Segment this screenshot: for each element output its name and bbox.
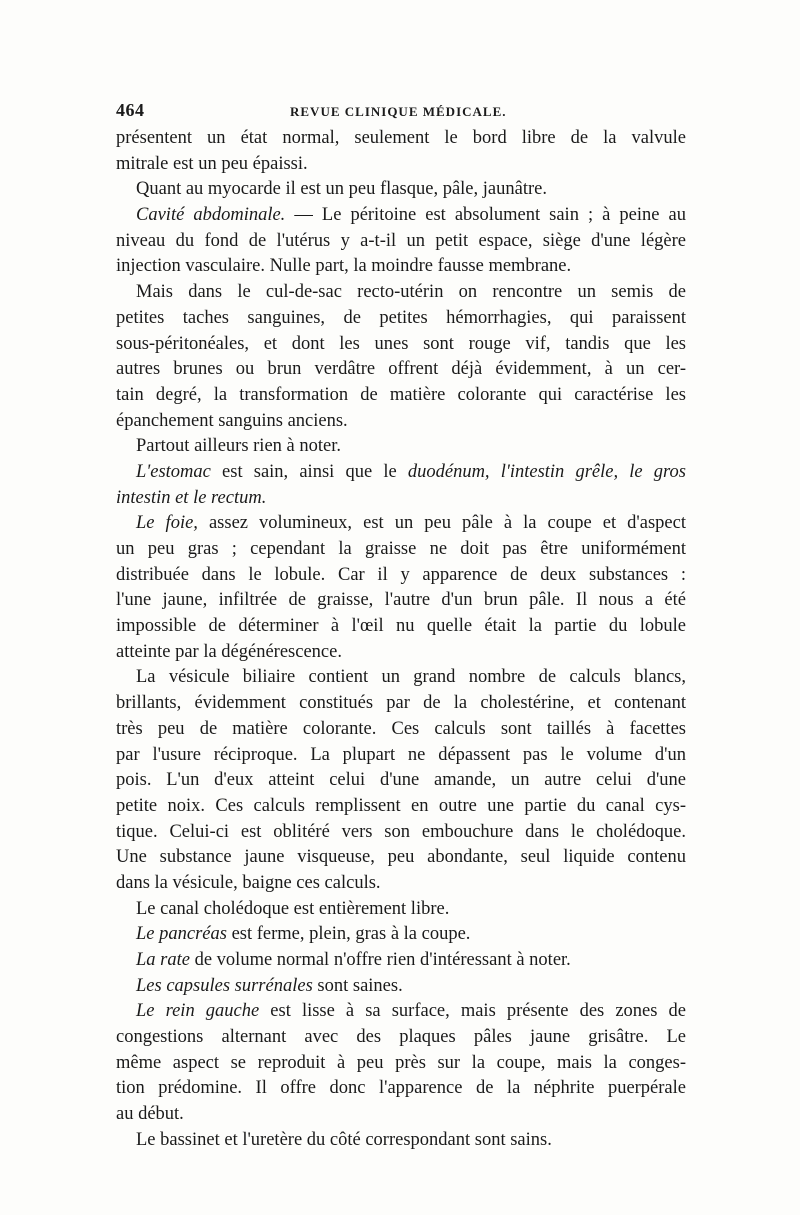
- text-line: [116, 820, 686, 846]
- text-span: injection vasculaire. Nulle part, la moindre fausse membrane.: [116, 256, 572, 277]
- text-span: est sain, ainsi que le: [210, 461, 408, 482]
- text-line: [116, 897, 686, 923]
- text-line: [116, 177, 686, 203]
- text-line: [116, 1102, 686, 1128]
- italic-text: Le foie,: [136, 513, 198, 534]
- text-line: [116, 871, 686, 897]
- text-span: pois. L'un d'eux atteint celui d'une amande, un autre celui d'une: [116, 770, 686, 791]
- text-span: l'une jaune, infiltrée de graisse, l'autre d'un brun pâle. Il nous a été: [116, 590, 686, 611]
- text-line: [116, 794, 686, 820]
- text-line: [116, 511, 686, 537]
- text-line: [116, 640, 686, 666]
- text-line: [116, 743, 686, 769]
- text-line: [116, 614, 686, 640]
- text-span: La vésicule biliaire contient un grand nombre de calculs blancs,: [136, 667, 686, 688]
- running-title: REVUE CLINIQUE MÉDICALE.: [290, 104, 507, 119]
- text-span: tion prédomine. Il offre donc l'apparence de la néphrite puerpérale: [116, 1078, 686, 1099]
- text-line: [116, 922, 686, 948]
- text-line: [116, 768, 686, 794]
- text-line: [116, 126, 686, 152]
- text-line: [116, 486, 686, 512]
- italic-text: Le pancréas: [136, 924, 227, 945]
- text-span: un peu gras ; cependant la graisse ne doit pas être uniformément: [116, 539, 686, 559]
- text-span: Le bassinet et l'uretère du côté correspondant sont sains.: [136, 1129, 552, 1150]
- text-span: au début.: [116, 1104, 184, 1125]
- text-span: assez volumineux, est un peu pâle à la coupe et d'aspect: [197, 513, 686, 534]
- text-line: [116, 563, 686, 589]
- text-span: de volume normal n'offre rien d'intéressant à noter.: [189, 950, 571, 970]
- text-line: [116, 229, 686, 255]
- text-span: atteinte par la dégénérescence.: [116, 641, 342, 662]
- text-span: est ferme, plein, gras à la coupe.: [226, 924, 471, 945]
- text-line: [116, 383, 686, 409]
- italic-text: Les capsules surrénales: [136, 975, 313, 996]
- text-span: mitrale est un peu épaissi.: [116, 153, 308, 174]
- text-line: [116, 537, 686, 563]
- text-span: tain degré, la transformation de matière colorante qui caractérise les: [116, 384, 686, 405]
- page-number: 464: [116, 100, 145, 120]
- body-text: [116, 126, 686, 1154]
- text-span: sous-péritonéales, et dont les unes sont rouge vif, tandis que les: [116, 333, 686, 354]
- text-span: distribuée dans le lobule. Car il y apparence de deux substances :: [116, 564, 686, 585]
- text-line: [116, 1025, 686, 1051]
- text-line: [116, 691, 686, 717]
- text-line: [116, 357, 686, 383]
- text-line: [116, 1076, 686, 1102]
- text-span: tique. Celui-ci est oblitéré vers son embouchure dans le cholédoque.: [116, 821, 686, 842]
- text-line: [116, 203, 686, 229]
- text-line: [116, 845, 686, 871]
- text-span: Le canal cholédoque est entièrement libre.: [136, 898, 450, 919]
- text-span: niveau du fond de l'utérus y a-t-il un petit espace, siège d'une légère: [116, 230, 686, 251]
- italic-text: L'estomac: [136, 461, 211, 482]
- text-span: autres brunes ou brun verdâtre offrent déjà évidemment, à un cer-: [116, 359, 686, 380]
- italic-text: intestin et le rectum.: [116, 487, 267, 508]
- text-span: même aspect se reproduit à peu près sur la coupe, mais la conges-: [116, 1052, 686, 1073]
- text-line: [116, 717, 686, 743]
- text-span: brillants, évidemment constitués par de la cholestérine, et contenant: [116, 693, 686, 714]
- text-line: [116, 588, 686, 614]
- text-span: très peu de matière colorante. Ces calculs sont taillés à facettes: [116, 718, 686, 739]
- page-header: [116, 100, 686, 126]
- text-line: [116, 280, 686, 306]
- text-span: par l'usure réciproque. La plupart ne dépassent pas le volume d'un: [116, 744, 686, 765]
- text-line: [116, 665, 686, 691]
- text-line: [116, 974, 686, 1000]
- text-line: [116, 409, 686, 435]
- text-line: [116, 152, 686, 178]
- text-line: [116, 460, 686, 486]
- text-span: Quant au myocarde il est un peu flasque, pâle, jaunâtre.: [136, 179, 547, 200]
- text-span: petite noix. Ces calculs remplissent en outre une partie du canal cys-: [116, 795, 686, 816]
- text-span: congestions alternant avec des plaques pâles jaune grisâtre. Le: [116, 1027, 686, 1048]
- text-span: Partout ailleurs rien à noter.: [136, 436, 341, 457]
- text-span: Mais dans le cul-de-sac recto-utérin on rencontre un semis de: [136, 282, 686, 303]
- text-span: dans la vésicule, baigne ces calculs.: [116, 872, 381, 893]
- text-span: est lisse à sa surface, mais présente des zones de: [259, 1001, 686, 1022]
- text-span: — Le péritoine est absolument sain ; à peine au: [285, 205, 686, 226]
- italic-text: Cavité abdominale.: [136, 205, 286, 226]
- text-span: Une substance jaune visqueuse, peu abondante, seul liquide contenu: [116, 847, 686, 868]
- text-line: [116, 434, 686, 460]
- text-line: [116, 1051, 686, 1077]
- italic-text: La rate: [136, 950, 190, 970]
- text-line: [116, 306, 686, 332]
- text-line: [116, 948, 686, 974]
- text-line: [116, 999, 686, 1025]
- text-line: [116, 332, 686, 358]
- italic-text: l'intestin grêle, le gros: [500, 461, 686, 482]
- text-span: impossible de déterminer à l'œil nu quelle était la partie du lobule: [116, 616, 686, 637]
- italic-text: duodénum,: [407, 461, 490, 482]
- text-line: [116, 254, 686, 280]
- italic-text: Le rein gauche: [136, 1001, 260, 1022]
- text-line: [116, 1128, 686, 1154]
- text-span: épanchement sanguins anciens.: [116, 410, 348, 431]
- text-span: présentent un état normal, seulement le bord libre de la valvule: [116, 128, 686, 148]
- text-span: petites taches sanguines, de petites hémorrhagies, qui paraissent: [116, 307, 686, 328]
- text-span: [490, 462, 501, 482]
- text-span: sont saines.: [312, 975, 403, 996]
